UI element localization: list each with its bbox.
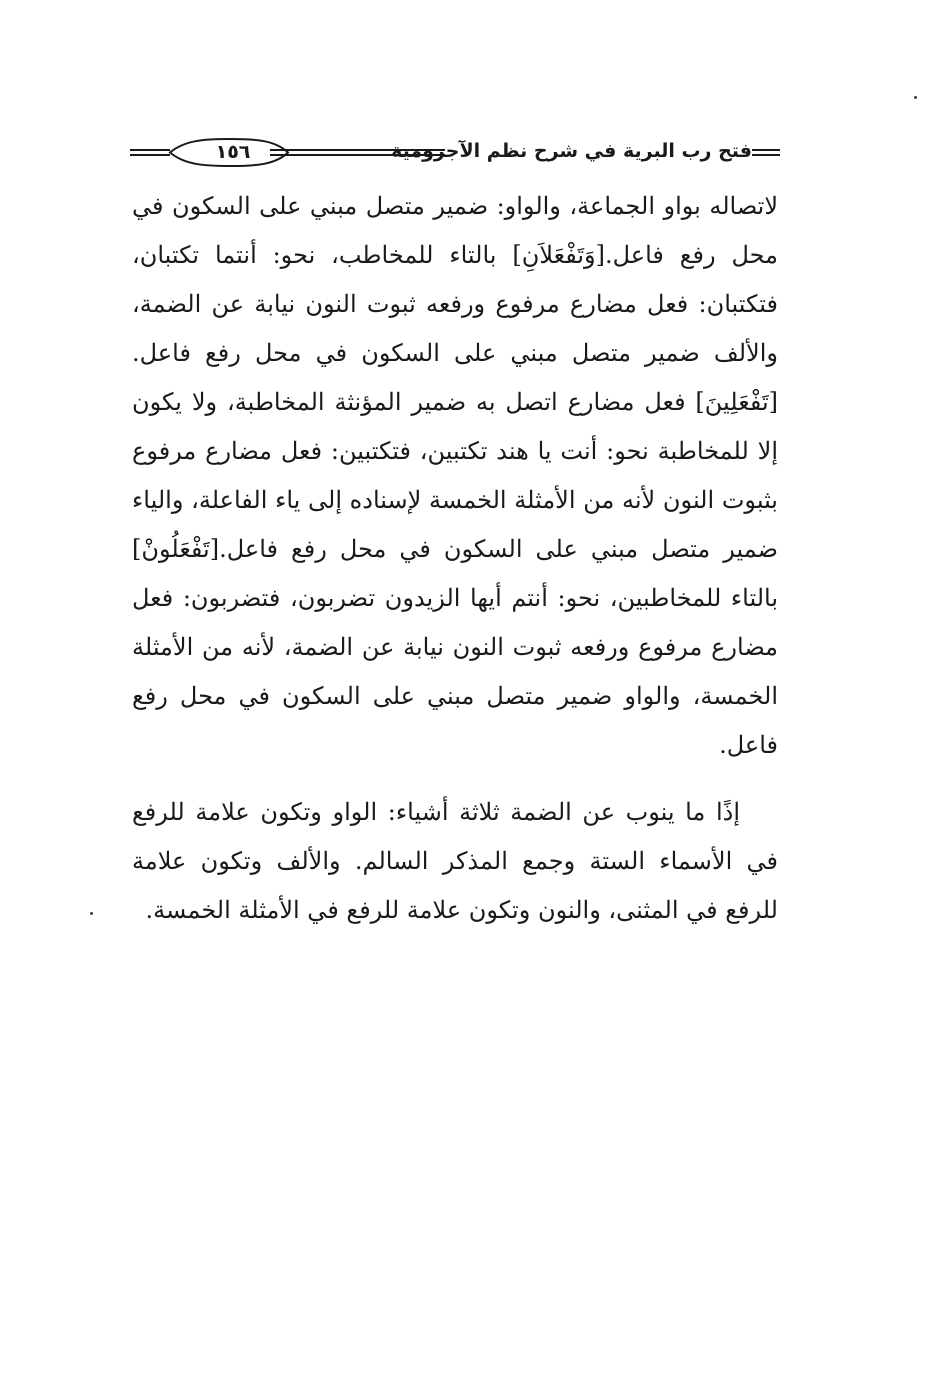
scan-speck bbox=[914, 96, 917, 99]
running-header bbox=[130, 136, 780, 170]
scan-speck bbox=[90, 912, 93, 915]
paragraph-1: لاتصاله بواو الجماعة، والواو: ضمير متصل مبني على السكون في محل رفع فاعل.[وَتَفْعَلاَنِ] بالتاء للمخاطب، نحو: أنتما تكتبان، فتكتبان: فعل مضارع مرفوع ورفعه ثبوت النون نيابة عن الضمة، والألف ضمير متصل مبني على السكون في محل رفع فاعل.[تَفْعَلِينَ] فعل مضارع اتصل به ضمير المؤنثة المخاطبة، ولا يكون إلا للمخاطبة نحو: أنت يا هند تكتبين، فتكتبين: فعل مضارع مرفوع بثبوت النون لأنه من الأمثلة الخمسة لإسناده إلى ياء الفاعلة، والياء ضمير متصل مبني على السكون في محل رفع فاعل.[تَفْعَلُونْ] بالتاء للمخاطبين، نحو: أنتم أيها الزيدون تضربون، فتضربون: فعل مضارع مرفوع ورفعه ثبوت النون نيابة عن الضمة، لأنه من الأمثلة الخمسة، والواو ضمير متصل مبني على السكون في محل رفع فاعل. bbox=[132, 192, 779, 759]
page-number: ١٥٦ bbox=[215, 141, 251, 163]
book-title: فتح رب البرية في شرح نظم الآجرومية bbox=[391, 140, 752, 162]
body-text bbox=[132, 182, 778, 935]
paragraph-2: إذًا ما ينوب عن الضمة ثلاثة أشياء: الواو وتكون علامة للرفع في الأسماء الستة وجمع المذكر السالم. والألف وتكون علامة للرفع في المثنى، والنون وتكون علامة للرفع في الأمثلة الخمسة. bbox=[132, 798, 778, 924]
